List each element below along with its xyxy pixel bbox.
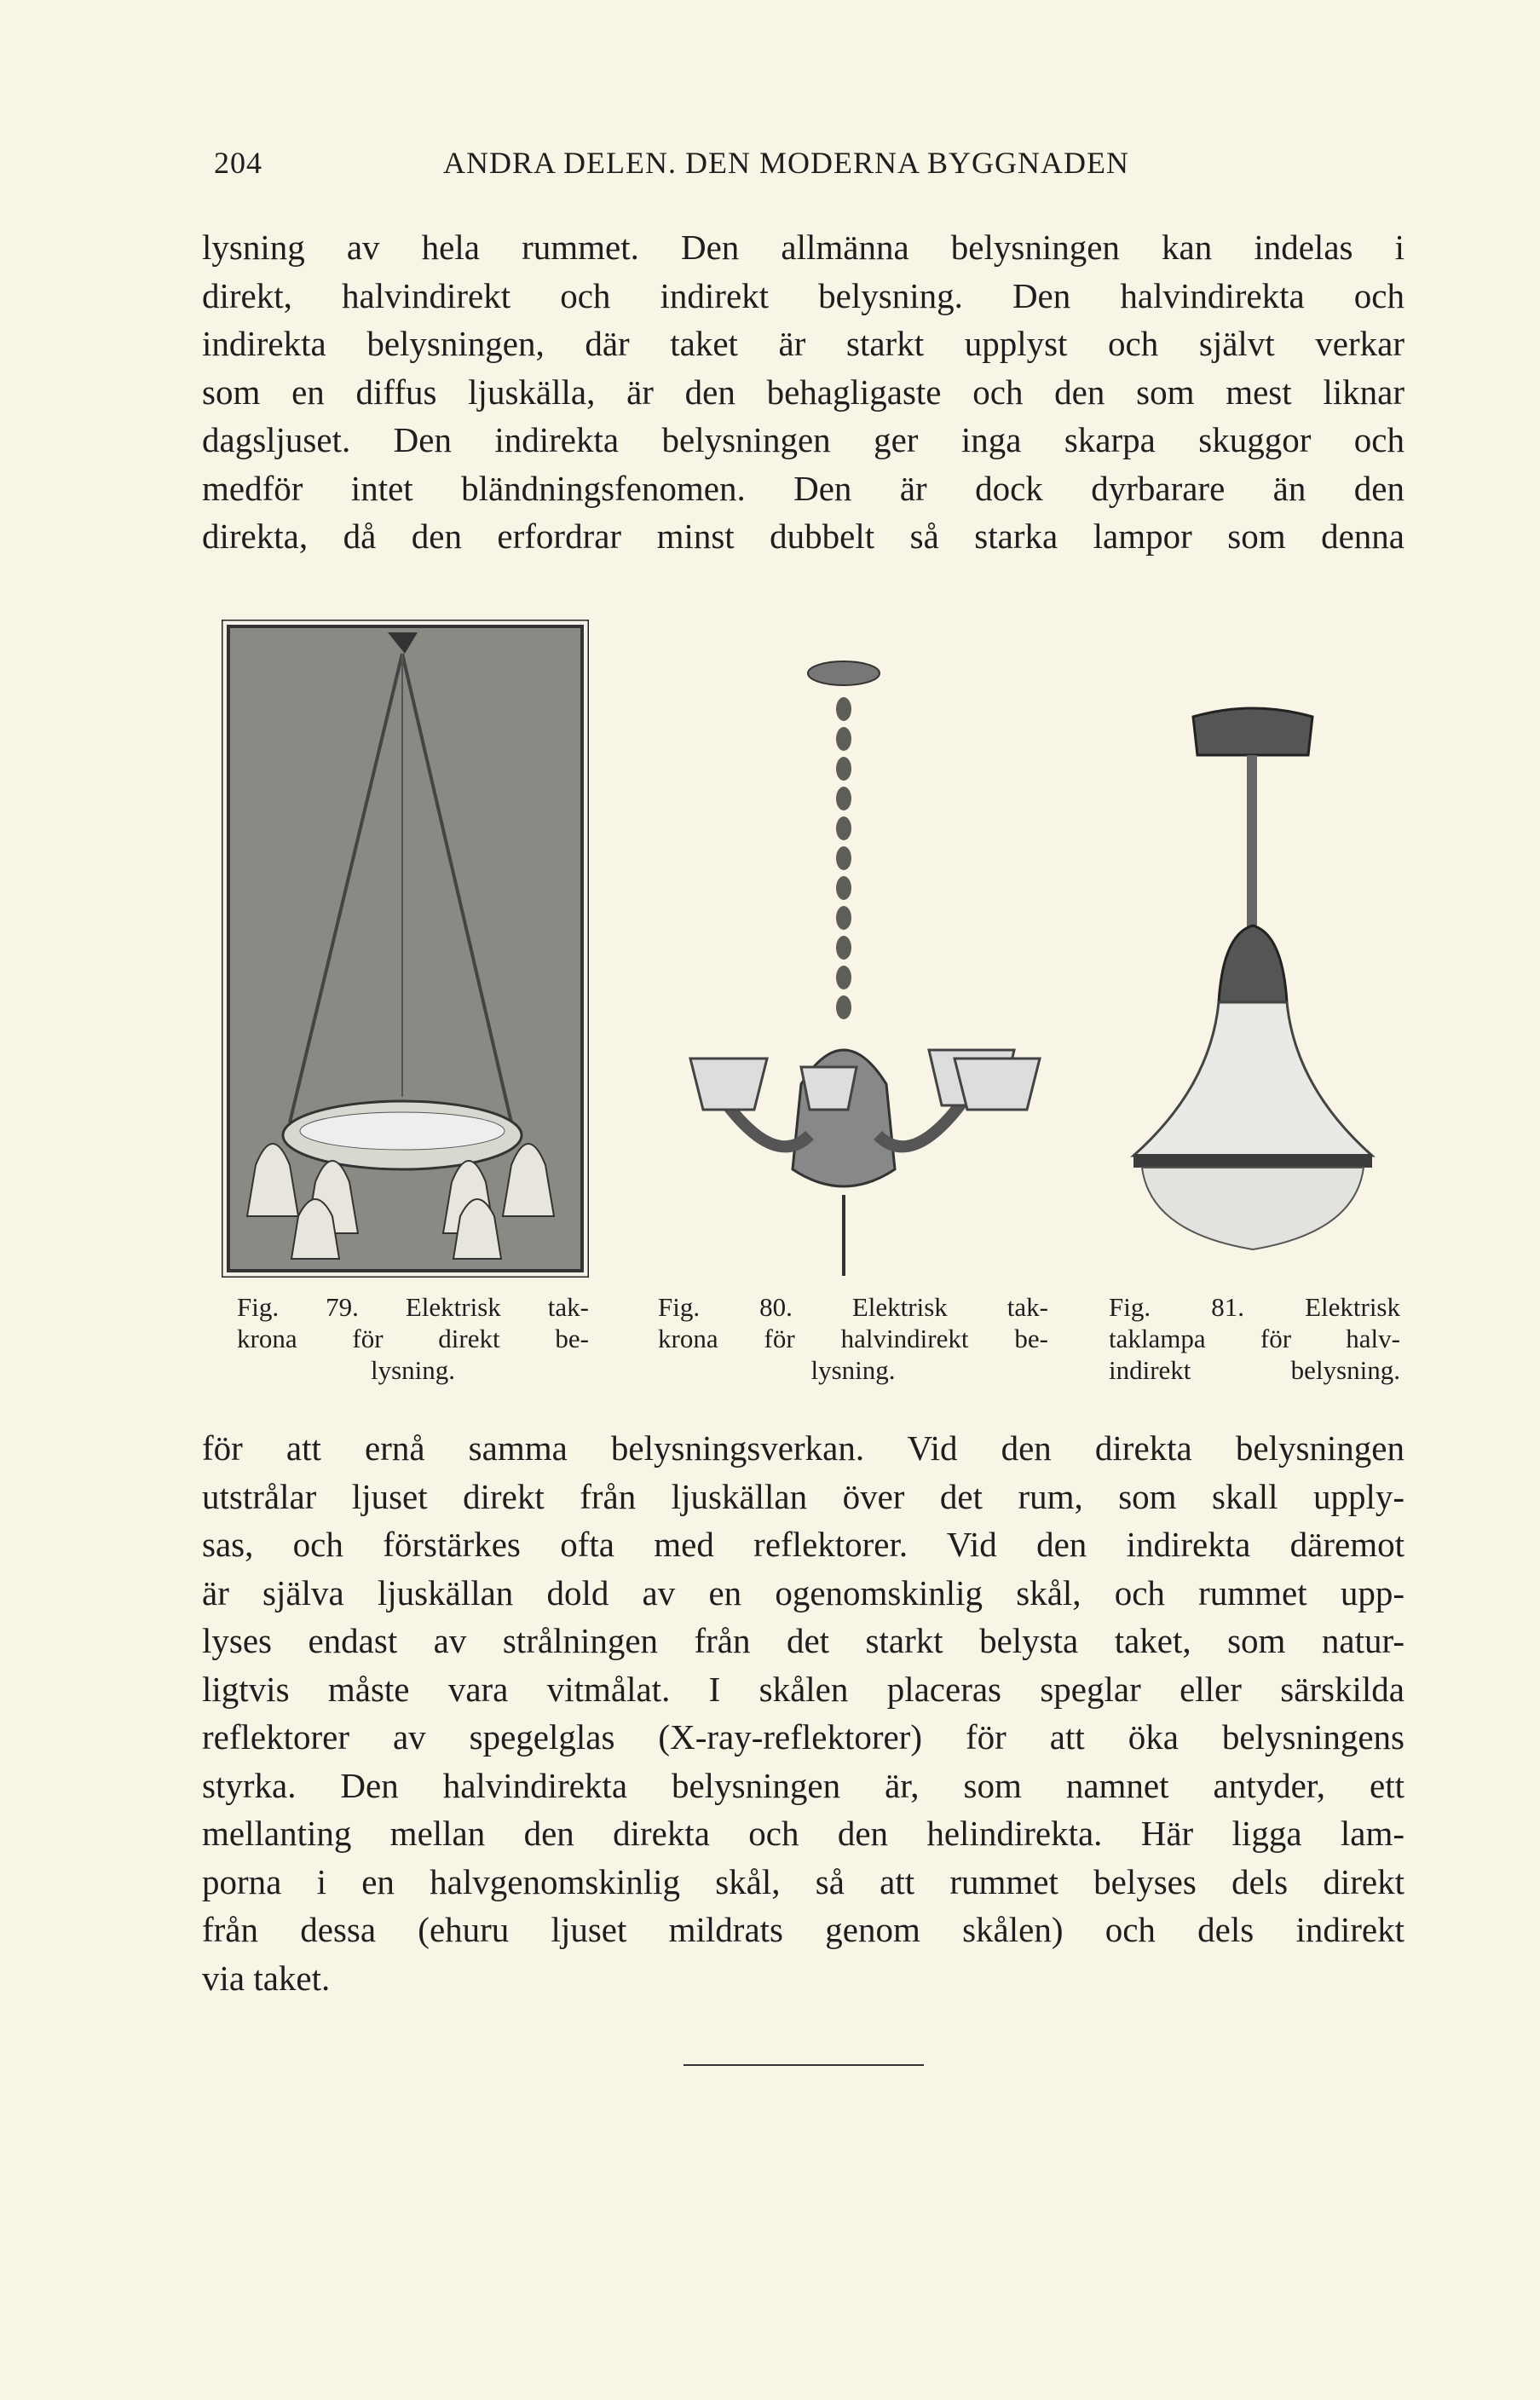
caption-line: Fig. 81. Elektrisk: [1109, 1292, 1400, 1322]
paragraph-1: [202, 223, 1404, 561]
caption-line: krona för halvindirekt be-: [658, 1324, 1048, 1353]
caption-line: Fig. 79. Elektrisk tak-: [237, 1292, 589, 1322]
text-line: från dessa (ehuru ljuset mildrats genom skålen) och dels indirekt: [202, 1910, 1404, 1949]
figure-80-chandelier: [673, 658, 1048, 1278]
text-line: direkta, då den erfordrar minst dubbelt så starka lampor som denna: [202, 516, 1404, 556]
text-line: direkt, halvindirekt och indirekt belysning. Den halvindirekta och: [202, 275, 1404, 315]
figure-81-caption: [1109, 1291, 1400, 1386]
text-line: som en diffus ljuskälla, är den behagligaste och den som mest liknar: [202, 372, 1404, 412]
text-line: dagsljuset. Den indirekta belysningen ger inga skarpa skuggor och: [202, 420, 1404, 459]
text-line: lysning av hela rummet. Den allmänna belysningen kan indelas i: [202, 228, 1404, 267]
text-line: utstrålar ljuset direkt från ljuskällan över det rum, som skall upply-: [202, 1476, 1404, 1516]
caption-line: lysning.: [810, 1355, 896, 1385]
text-line: ligtvis måste vara vitmålat. I skålen placeras speglar eller särskilda: [202, 1669, 1404, 1709]
paragraph-2: [202, 1424, 1404, 2002]
caption-line: Fig. 80. Elektrisk tak-: [658, 1292, 1048, 1322]
text-line: medför intet bländningsfenomen. Den är dock dyrbarare än den: [202, 468, 1404, 508]
figure-79-chandelier-photo: [222, 620, 589, 1278]
text-line: mellanting mellan den direkta och den helindirekta. Här ligga lam-: [202, 1814, 1404, 1853]
text-line: är själva ljuskällan dold av en ogenomskinlig skål, och rummet upp-: [202, 1572, 1404, 1612]
text-line: porna i en halvgenomskinlig skål, så att rummet belyses dels direkt: [202, 1861, 1404, 1901]
text-line: indirekta belysningen, där taket är starkt upplyst och självt verkar: [202, 324, 1404, 363]
text-line: för att ernå samma belysningsverkan. Vid den direkta belysningen: [202, 1428, 1404, 1468]
text-line: sas, och förstärkes ofta med reflektorer. Vid den indirekta däremot: [202, 1525, 1404, 1564]
figure-80-caption: [658, 1291, 1048, 1386]
running-title: ANDRA DELEN. DEN MODERNA BYGGNADEN: [443, 146, 1129, 180]
text-line: reflektorer av spegelglas (X-ray-reflektorer) för att öka belysningens: [202, 1717, 1404, 1757]
page-number: 204: [214, 146, 262, 180]
caption-line: lysning.: [370, 1355, 456, 1385]
text-line: styrka. Den halvindirekta belysningen är, som namnet antyder, ett: [202, 1765, 1404, 1805]
caption-line: krona för direkt be-: [237, 1324, 589, 1353]
caption-line: taklampa för halv-: [1109, 1324, 1400, 1353]
section-end-rule: [683, 2064, 924, 2066]
text-line: via taket.: [202, 1958, 331, 1998]
figure-81-pendant-lamp: [1116, 704, 1385, 1262]
figure-79-caption: [237, 1291, 589, 1386]
text-line: lyses endast av strålningen från det starkt belysta taket, som natur-: [202, 1621, 1404, 1660]
caption-line: indirekt belysning.: [1109, 1355, 1400, 1385]
